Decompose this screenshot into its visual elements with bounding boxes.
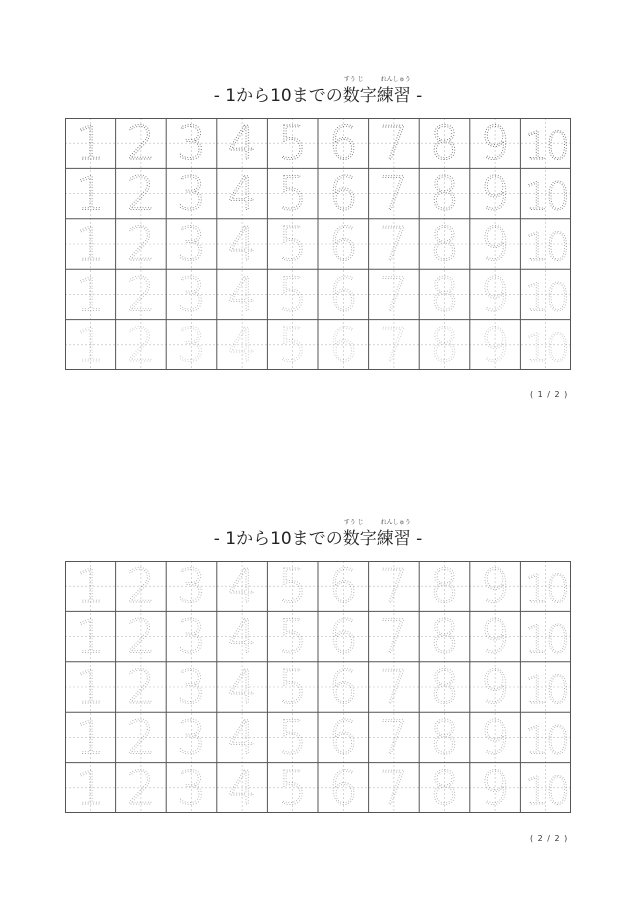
trace-digit-6: 6 <box>328 317 358 370</box>
trace-digit-8: 8 <box>429 609 460 664</box>
trace-digit-6: 6 <box>328 710 358 765</box>
title-suffix: - <box>410 529 423 549</box>
trace-digit-7: 7 <box>379 217 409 271</box>
trace-digit-9: 9 <box>480 609 510 664</box>
trace-digit-9: 9 <box>480 267 510 322</box>
trace-digit-4: 4 <box>227 166 257 221</box>
title-prefix: - 1から10までの <box>213 529 343 549</box>
trace-digit-8: 8 <box>429 710 460 765</box>
trace-digit-8: 8 <box>429 317 460 370</box>
title-kanji-renshu: れんしゅう 練習 <box>376 519 411 549</box>
trace-digit-5: 5 <box>278 118 308 171</box>
trace-digit-7: 7 <box>379 760 409 813</box>
trace-digit-5: 5 <box>278 317 308 370</box>
trace-digit-2: 2 <box>126 317 156 370</box>
trace-digit-6: 6 <box>328 217 358 271</box>
trace-digit-9: 9 <box>480 118 510 171</box>
trace-digit-5: 5 <box>278 267 308 322</box>
trace-digit-10: 10 <box>524 567 567 612</box>
trace-digit-4: 4 <box>227 760 257 813</box>
trace-digit-10: 10 <box>524 325 567 370</box>
page-number: ( 2 / 2 ) <box>530 834 569 843</box>
trace-digit-3: 3 <box>176 710 207 765</box>
trace-digit-5: 5 <box>278 609 308 664</box>
trace-digit-7: 7 <box>379 267 409 322</box>
trace-digit-8: 8 <box>429 217 460 271</box>
tracing-grid <box>65 561 571 813</box>
trace-digit-2: 2 <box>126 660 156 714</box>
trace-digit-6: 6 <box>328 267 358 322</box>
trace-digit-1: 1 <box>75 710 105 765</box>
trace-digit-3: 3 <box>176 217 207 271</box>
trace-digit-4: 4 <box>227 267 257 322</box>
furigana-renshu: れんしゅう <box>380 76 411 83</box>
trace-digit-6: 6 <box>328 660 358 714</box>
tracing-grid <box>65 118 571 370</box>
trace-digit-6: 6 <box>328 166 358 221</box>
trace-digit-1: 1 <box>75 561 105 614</box>
trace-digit-3: 3 <box>176 760 207 813</box>
trace-digit-5: 5 <box>278 217 308 271</box>
trace-digit-5: 5 <box>278 166 308 221</box>
trace-digit-1: 1 <box>75 317 105 370</box>
title-kanji-renshu: れんしゅう 練習 <box>376 76 411 106</box>
trace-digit-3: 3 <box>176 166 207 221</box>
trace-digit-6: 6 <box>328 609 358 664</box>
furigana-renshu: れんしゅう <box>380 519 411 526</box>
trace-digit-10: 10 <box>524 275 567 320</box>
trace-digit-10: 10 <box>524 124 567 169</box>
trace-digit-4: 4 <box>227 710 257 765</box>
trace-digit-4: 4 <box>227 118 257 171</box>
trace-digit-6: 6 <box>328 561 358 614</box>
trace-digit-10: 10 <box>524 174 567 219</box>
trace-digit-1: 1 <box>75 166 105 221</box>
trace-digit-9: 9 <box>480 760 510 813</box>
trace-digit-9: 9 <box>480 561 510 614</box>
trace-digit-1: 1 <box>75 118 105 171</box>
trace-digit-1: 1 <box>75 267 105 322</box>
trace-digit-2: 2 <box>126 609 156 664</box>
trace-digit-2: 2 <box>126 561 156 614</box>
trace-digit-4: 4 <box>227 660 257 714</box>
trace-digit-9: 9 <box>480 317 510 370</box>
trace-digit-4: 4 <box>227 217 257 271</box>
trace-digit-5: 5 <box>278 660 308 714</box>
title-kanji-suji: すう じ 数字 <box>342 519 377 549</box>
trace-digit-6: 6 <box>328 760 358 813</box>
trace-digit-7: 7 <box>379 609 409 664</box>
trace-digit-5: 5 <box>278 561 308 614</box>
page-number: ( 1 / 2 ) <box>530 390 569 399</box>
trace-digit-9: 9 <box>480 166 510 221</box>
trace-digit-7: 7 <box>379 317 409 370</box>
trace-digit-7: 7 <box>379 561 409 614</box>
trace-digit-8: 8 <box>429 267 460 322</box>
trace-digit-8: 8 <box>429 561 460 614</box>
worksheet-title <box>0 519 636 549</box>
trace-digit-2: 2 <box>126 710 156 765</box>
title-kanji-suji: すう じ 数字 <box>342 76 377 106</box>
trace-digit-6: 6 <box>328 118 358 171</box>
trace-digit-3: 3 <box>176 118 207 171</box>
trace-digit-10: 10 <box>524 668 567 712</box>
trace-digit-2: 2 <box>126 118 156 171</box>
trace-digit-9: 9 <box>480 660 510 714</box>
trace-digit-7: 7 <box>379 660 409 714</box>
trace-digit-8: 8 <box>429 118 460 171</box>
trace-digit-8: 8 <box>429 660 460 714</box>
trace-digit-4: 4 <box>227 561 257 614</box>
trace-digit-7: 7 <box>379 166 409 221</box>
trace-digit-3: 3 <box>176 609 207 664</box>
trace-digit-5: 5 <box>278 710 308 765</box>
trace-digit-4: 4 <box>227 609 257 664</box>
trace-digit-2: 2 <box>126 166 156 221</box>
trace-digit-1: 1 <box>75 760 105 813</box>
trace-digit-3: 3 <box>176 317 207 370</box>
trace-digit-3: 3 <box>176 660 207 714</box>
trace-digit-3: 3 <box>176 561 207 614</box>
trace-digit-1: 1 <box>75 217 105 271</box>
trace-digit-2: 2 <box>126 760 156 813</box>
title-suffix: - <box>410 86 423 106</box>
title-prefix: - 1から10までの <box>213 86 343 106</box>
trace-digit-10: 10 <box>524 718 567 763</box>
trace-digit-10: 10 <box>524 768 567 813</box>
trace-digit-9: 9 <box>480 710 510 765</box>
trace-digit-1: 1 <box>75 660 105 714</box>
grid-svg <box>65 118 571 370</box>
trace-digit-9: 9 <box>480 217 510 271</box>
trace-digit-7: 7 <box>379 118 409 171</box>
trace-digit-10: 10 <box>524 225 567 269</box>
trace-digit-2: 2 <box>126 267 156 322</box>
grid-svg <box>65 561 571 813</box>
furigana-suji: すう じ <box>343 519 364 526</box>
trace-digit-8: 8 <box>429 166 460 221</box>
trace-digit-7: 7 <box>379 710 409 765</box>
trace-digit-4: 4 <box>227 317 257 370</box>
furigana-suji: すう じ <box>343 76 364 83</box>
trace-digit-5: 5 <box>278 760 308 813</box>
trace-digit-2: 2 <box>126 217 156 271</box>
trace-digit-1: 1 <box>75 609 105 664</box>
trace-digit-3: 3 <box>176 267 207 322</box>
trace-digit-10: 10 <box>524 617 567 662</box>
worksheet-title <box>0 76 636 106</box>
trace-digit-8: 8 <box>429 760 460 813</box>
